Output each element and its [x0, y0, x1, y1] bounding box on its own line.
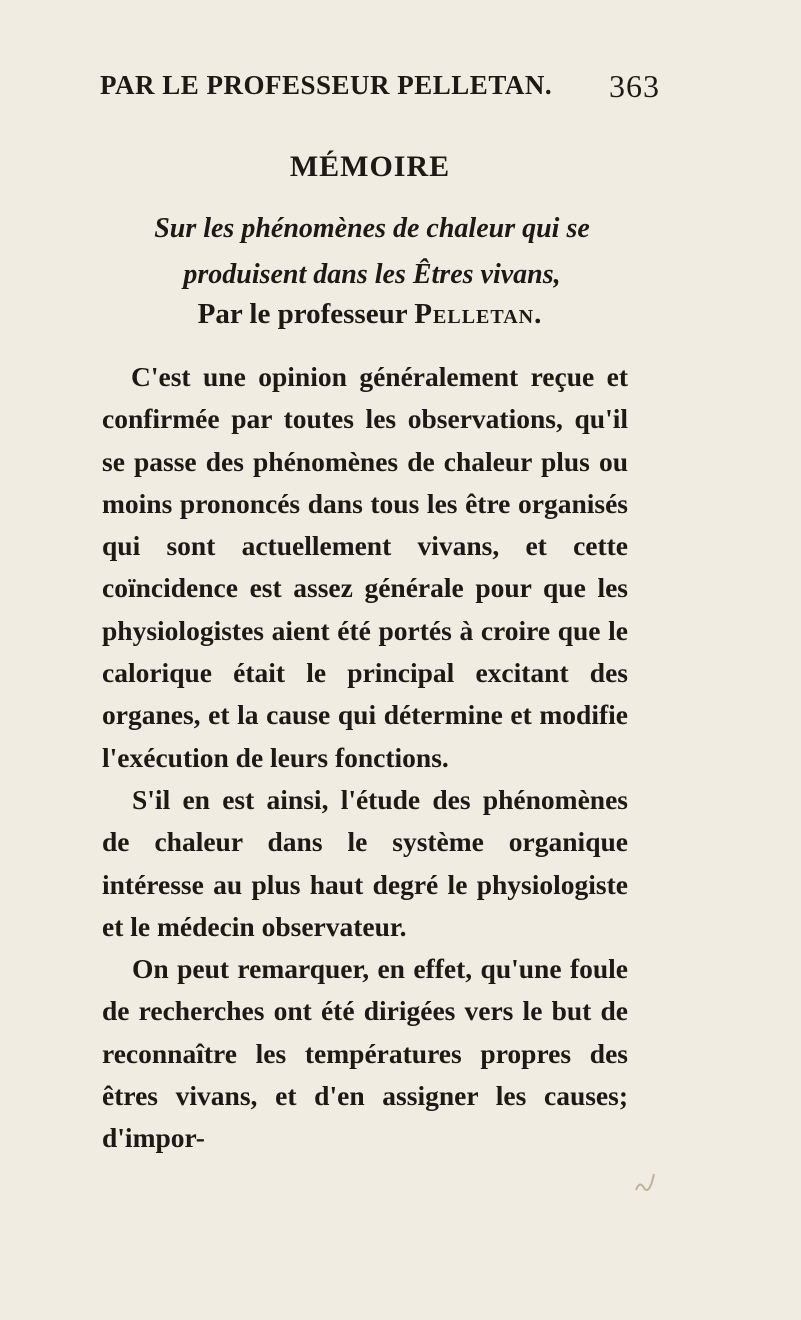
author-prefix: Par le professeur — [197, 298, 408, 330]
page-number: 363 — [609, 68, 660, 104]
paragraph-1: C'est une opinion généralement reçue et confirmée par toutes les observations, qu'il se passe des phénomènes de chaleur plus ou moins prononcés dans tous les être organisés qui sont actuellement vivans, et cette coïncidence est assez générale pour que les physiologistes aient été portés à croire que le calorique était le principal excitant des organes, et la cause qui détermine et modifie l'exécution de leurs fonctions. — [102, 361, 628, 773]
author-name: Pelletan. — [414, 298, 543, 330]
body-text — [102, 356, 628, 1160]
article-subtitle: Sur les phénomènes de chaleur qui se produisent dans les Êtres vivans, — [154, 213, 590, 290]
article-title: MÉMOIRE — [289, 150, 451, 183]
author-line — [0, 298, 740, 331]
running-title: PAR LE PROFESSEUR PELLETAN. — [100, 70, 553, 100]
paragraph-2: S'il en est ainsi, l'étude des phénomènes de chaleur dans le système organique intéresse au plus haut degré le physiologiste et le médecin observateur. — [102, 783, 628, 942]
paragraph-3: On peut remarquer, en effet, qu'une foule de recherches ont été dirigées vers le but de reconnaître les températures propres des êtres vivans, et d'en assigner les causes; d'impor- — [102, 953, 628, 1154]
ink-mark — [630, 1160, 660, 1200]
running-head — [100, 70, 660, 114]
